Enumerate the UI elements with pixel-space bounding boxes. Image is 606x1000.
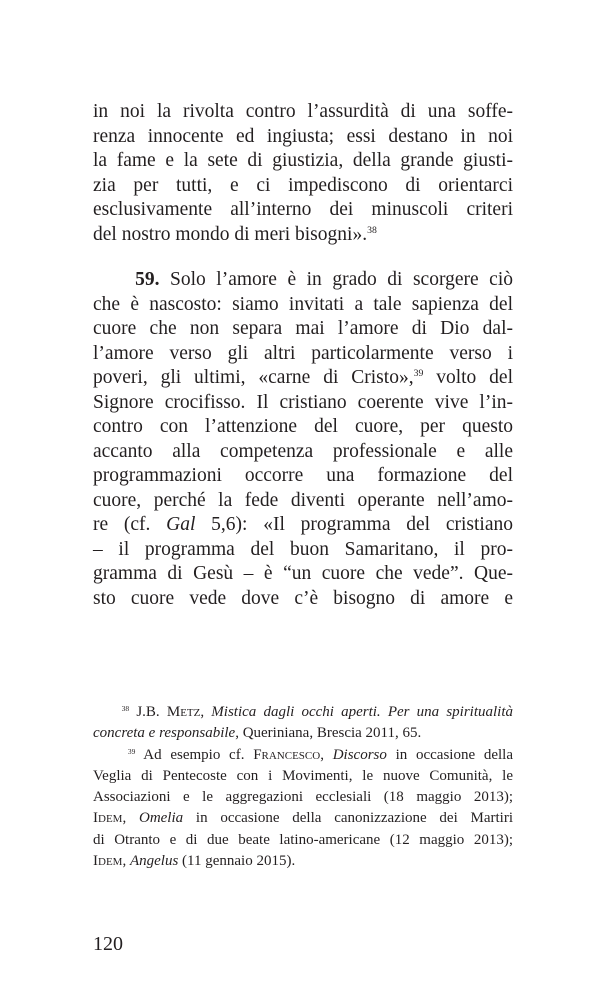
text-segment: Francesco [253,746,321,763]
text-segment: cuore, perché la fede diventi operante nell’amo- [93,489,513,511]
footnote-marker: 39 [413,368,424,380]
text-segment: gramma di Gesù – è “un cuore che vede”. Que- [93,563,513,584]
text-segment: Veglia di Pentecoste con i Movimenti, le nuove Comunità, le [93,767,513,784]
text-line [93,830,513,851]
text-segment: concreta e responsabile [93,725,236,742]
text-line [93,766,513,787]
text-segment: Idem [93,853,123,870]
text-segment [93,747,128,763]
footnote-marker: 38 [121,703,130,713]
text-line [93,723,513,744]
text-line [93,223,513,248]
text-line [93,342,513,367]
text-segment: , [200,704,212,720]
text-line [93,415,513,440]
text-segment: Idem [93,810,123,827]
footnote-marker: 39 [127,746,136,756]
text-segment: 59. [135,269,160,290]
text-line [93,268,513,293]
text-segment: sto cuore vede dove c’è bisogno di amore e [93,587,513,609]
text-line [93,366,513,391]
text-line [93,489,513,514]
text-line [93,174,513,199]
text-segment: (11 gennaio 2015). [178,853,296,870]
text-segment: Metz [166,704,201,720]
page-number: 120 [93,933,123,955]
text-segment: in occasione della canonizzazione dei Martiri [183,810,513,827]
paragraph-59 [93,268,513,611]
text-segment: J.B. [129,704,167,720]
text-segment: 5,6): «Il programma del cristiano [195,514,513,535]
text-segment: che è nascosto: siamo invitati a tale sapienza del [93,293,513,315]
text-line [93,464,513,489]
text-line [93,787,513,808]
text-line [93,440,513,465]
text-line [93,513,513,538]
text-segment: renza innocente ed ingiusta; essi destano in noi [93,125,513,147]
text-segment: Omelia [138,810,184,827]
text-segment: di Otranto e di due beate latino-americane (12 maggio 2013); [93,831,513,848]
text-segment: , [320,746,333,763]
text-segment: , [122,853,130,870]
text-segment: zia per tutti, e ci impediscono di orientarci [93,174,513,196]
text-segment: in noi la rivolta contro l’assurdità di una soffe- [93,101,513,122]
text-segment: Ad esempio cf. [135,746,254,763]
text-segment: volto del [423,367,513,388]
text-segment: accanto alla competenza professionale e alle [93,440,513,462]
footnote-marker: 38 [367,224,377,236]
text-segment: Associazioni e le aggregazioni ecclesiali (18 maggio 2013); [93,789,513,806]
text-line [93,317,513,342]
text-segment: l’amore verso gli altri particolarmente verso i [93,342,513,364]
text-line [93,702,513,723]
text-segment: in occasione della [386,746,513,763]
text-segment: , [122,810,139,827]
text-line [93,745,513,766]
text-segment: re (cf. [93,514,167,535]
text-line [93,851,513,872]
text-line [93,149,513,174]
text-segment: poveri, gli ultimi, «carne di Cristo», [93,367,414,388]
paragraph-continuation [93,100,513,247]
text-segment: Angelus [129,853,179,870]
text-line [93,808,513,829]
text-line [93,587,513,612]
text-segment: la fame e la sete di giustizia, della grande giusti- [93,150,513,171]
text-line [93,562,513,587]
text-segment: Signore crocifisso. Il cristiano coerente vive l’in- [93,391,513,413]
text-segment: Solo l’amore è in grado di scorgere ciò [159,269,513,290]
text-segment: esclusivamente all’interno dei minuscoli criteri [93,199,513,220]
text-segment [93,704,122,720]
text-segment: contro con l’attenzione del cuore, per questo [93,416,513,437]
text-line [93,391,513,416]
text-segment [93,269,135,290]
text-line [93,538,513,563]
text-line [93,198,513,223]
text-segment: Gal [166,514,196,535]
footnotes [93,702,513,872]
text-segment: cuore che non separa mai l’amore di Dio dal- [93,318,513,339]
text-segment: del nostro mondo di meri bisogni». [93,223,368,245]
text-segment: Discorso [332,746,387,763]
text-line [93,293,513,318]
text-line [93,125,513,150]
text-segment: programmazioni occorre una formazione del [93,465,513,486]
text-segment: Mistica dagli occhi aperti. Per una spiritualità [211,704,514,720]
text-segment: , Queriniana, Brescia 2011, 65. [235,725,422,742]
text-line [93,100,513,125]
text-segment: – il programma del buon Samaritano, il pro- [93,538,513,560]
